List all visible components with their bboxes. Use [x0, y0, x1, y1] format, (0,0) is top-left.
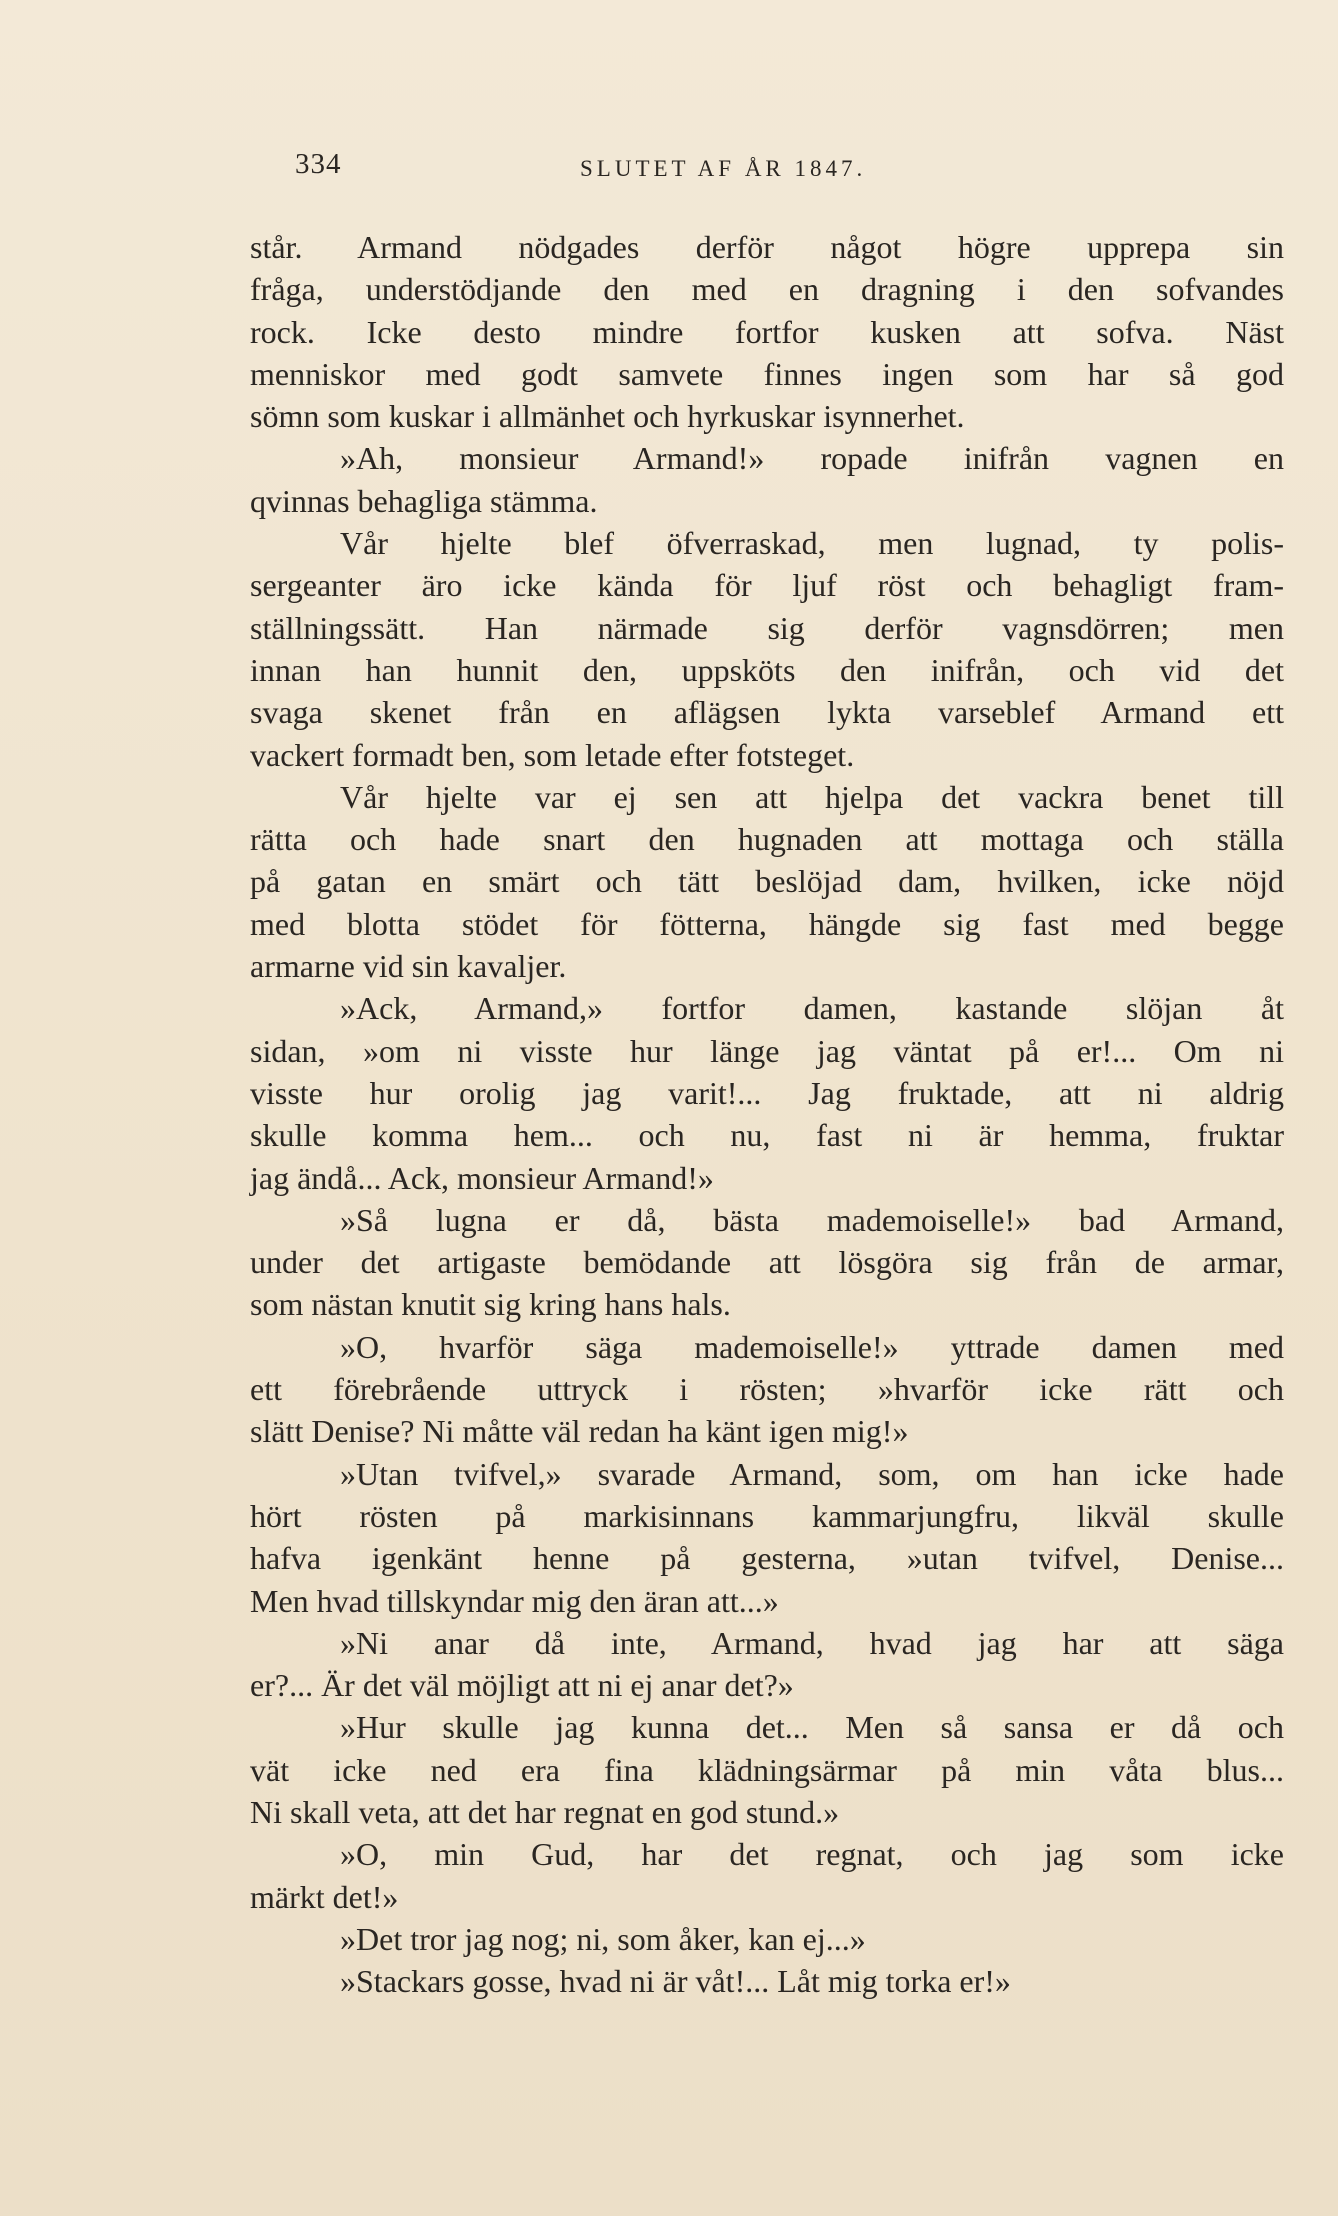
page-number: 334	[295, 148, 342, 180]
text-line: ett förebrående uttryck i rösten; »hvarför icke rätt och	[250, 1371, 1284, 1408]
text-line: Ni skall veta, att det har regnat en god stund.»	[250, 1793, 840, 1830]
text-line: skulle komma hem... och nu, fast ni är hemma, fruktar	[250, 1117, 1284, 1154]
text-line: som nästan knutit sig kring hans hals.	[250, 1286, 731, 1323]
page-header	[250, 148, 1278, 188]
text-line: qvinnas behagliga stämma.	[250, 482, 598, 519]
text-line: »O, min Gud, har det regnat, och jag som icke	[340, 1836, 1284, 1873]
text-line: under det artigaste bemödande att lösgöra sig från de armar,	[250, 1244, 1284, 1281]
text-line: jag ändå... Ack, monsieur Armand!»	[250, 1159, 714, 1196]
text-line: på gatan en smärt och tätt beslöjad dam, hvilken, icke nöjd	[250, 863, 1284, 900]
text-line: Vår hjelte blef öfverraskad, men lugnad, ty polis-	[340, 525, 1284, 562]
text-line: innan han hunnit den, uppsköts den inifrån, och vid det	[250, 651, 1284, 688]
text-line: »Utan tvifvel,» svarade Armand, som, om han icke hade	[340, 1455, 1284, 1492]
text-line: ställningssätt. Han närmade sig derför vagnsdörren; men	[250, 609, 1284, 646]
text-line: visste hur orolig jag varit!... Jag fruktade, att ni aldrig	[250, 1074, 1284, 1111]
text-line: »Det tror jag nog; ni, som åker, kan ej...»	[340, 1920, 866, 1957]
text-line: »Stackars gosse, hvad ni är våt!... Låt mig torka er!»	[340, 1963, 1011, 2000]
text-line: vät icke ned era fina klädningsärmar på min våta blus...	[250, 1751, 1284, 1788]
text-line: märkt det!»	[250, 1878, 399, 1915]
text-line: »Så lugna er då, bästa mademoiselle!» bad Armand,	[340, 1201, 1284, 1238]
text-line: rock. Icke desto mindre fortfor kusken att sofva. Näst	[250, 313, 1284, 350]
text-line: er?... Är det väl möjligt att ni ej anar det?»	[250, 1667, 794, 1704]
text-line: »Ah, monsieur Armand!» ropade inifrån vagnen en	[340, 440, 1284, 477]
text-line: slätt Denise? Ni måtte väl redan ha känt igen mig!»	[250, 1413, 909, 1450]
text-line: står. Armand nödgades derför något högre upprepa sin	[250, 229, 1284, 265]
running-head: SLUTET AF ÅR 1847.	[580, 156, 867, 181]
text-line: fråga, understödjande den med en dragning i den sofvandes	[250, 271, 1284, 308]
text-line: Vår hjelte var ej sen att hjelpa det vackra benet till	[340, 778, 1284, 815]
text-line: hafva igenkänt henne på gesterna, »utan tvifvel, Denise...	[250, 1540, 1284, 1577]
text-line: menniskor med godt samvete finnes ingen som har så god	[250, 355, 1284, 392]
text-line: hört rösten på markisinnans kammarjungfru, likväl skulle	[250, 1497, 1284, 1534]
text-line: »Ni anar då inte, Armand, hvad jag har att säga	[340, 1624, 1284, 1661]
text-line: sergeanter äro icke kända för ljuf röst och behagligt fram-	[250, 567, 1284, 604]
text-line: rätta och hade snart den hugnaden att mottaga och ställa	[250, 821, 1284, 858]
text-line: vackert formadt ben, som letade efter fotsteget.	[250, 736, 855, 773]
text-line: »Hur skulle jag kunna det... Men så sansa er då och	[340, 1709, 1284, 1746]
text-line: sömn som kuskar i allmänhet och hyrkuskar isynnerhet.	[250, 398, 965, 435]
text-line: sidan, »om ni visste hur länge jag väntat på er!... Om ni	[250, 1032, 1284, 1069]
text-line: med blotta stödet för fötterna, hängde sig fast med begge	[250, 905, 1284, 942]
text-line: »Ack, Armand,» fortfor damen, kastande slöjan åt	[340, 990, 1284, 1027]
text-line: »O, hvarför säga mademoiselle!» yttrade damen med	[340, 1328, 1284, 1365]
text-line: armarne vid sin kavaljer.	[250, 948, 567, 985]
body-text	[250, 226, 1284, 2002]
text-line: Men hvad tillskyndar mig den äran att...»	[250, 1582, 779, 1619]
text-line: svaga skenet från en aflägsen lykta varseblef Armand ett	[250, 694, 1284, 731]
